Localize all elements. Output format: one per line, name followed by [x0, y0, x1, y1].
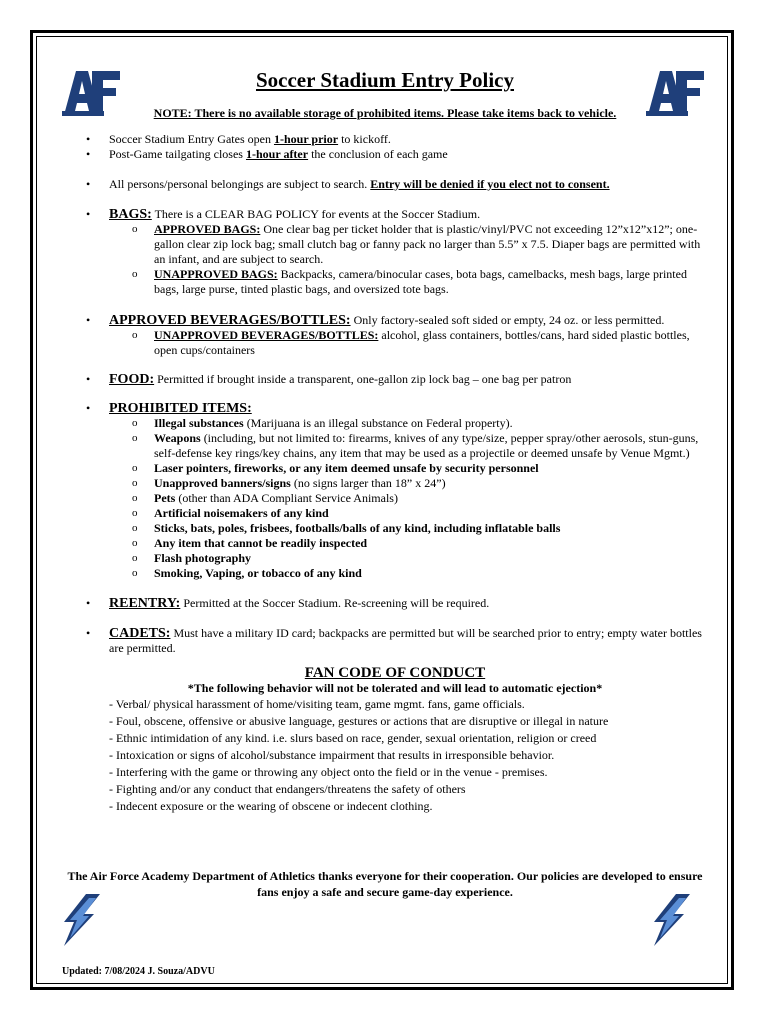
lightning-bolt-icon	[646, 892, 696, 948]
cadets-item: • CADETS: Must have a military ID card; backpacks are permitted but will be searched prior to entry; empty water bottles are permitted.	[82, 626, 708, 656]
list-item: o Weapons (including, but not limited to: firearms, knives of any type/size, pepper spray/other aerosols, stun-guns, self-defense key rings/key chains, any item that may be used as a projectile or deemed unsafe by Venue Mgmt.)	[82, 431, 708, 461]
list-item: - Interfering with the game or throwing any object onto the field or in the venue - premises.	[109, 765, 548, 779]
reentry-item: • REENTRY: Permitted at the Soccer Stadium. Re-screening will be required.	[82, 596, 708, 611]
updated-footer: Updated: 7/08/2024 J. Souza/ADVU	[62, 966, 215, 977]
approved-bags: o APPROVED BAGS: One clear bag per ticket holder that is plastic/vinyl/PVC not exceeding 12”x12”x12”; one-gallon clear zip lock bag; small clutch bag or fanny pack no larger than 5.5” x 7.5. Diaper bags are permitted with an infant, and are subject to search.	[82, 222, 708, 267]
list-item: o Artificial noisemakers of any kind	[82, 506, 708, 521]
unapproved-beverages: o UNAPPROVED BEVERAGES/BOTTLES: alcohol, glass containers, bottles/cans, hard sided plastic bottles, open cups/containers	[82, 328, 708, 358]
list-item: o Any item that cannot be readily inspected	[82, 536, 708, 551]
closing-statement: The Air Force Academy Department of Athletics thanks everyone for their cooperation. Our policies are developed to ensure fans enjoy a safe and secure game-day experience.	[67, 869, 703, 899]
list-item: - Verbal/ physical harassment of home/visiting team, game mgmt. fans, game officials.	[109, 697, 525, 711]
bags-item: • BAGS: There is a CLEAR BAG POLICY for events at the Soccer Stadium.	[82, 207, 708, 222]
beverages-item: • APPROVED BEVERAGES/BOTTLES: Only factory-sealed soft sided or empty, 24 oz. or less permitted.	[82, 313, 708, 328]
list-item: - Fighting and/or any conduct that endangers/threatens the safety of others	[109, 782, 466, 796]
policy-content	[82, 132, 708, 815]
list-item: o Sticks, bats, poles, frisbees, footballs/balls of any kind, including inflatable balls	[82, 521, 708, 536]
unapproved-bags: o UNAPPROVED BAGS: Backpacks, camera/binocular cases, bota bags, camelbacks, mesh bags, large printed bags, large purse, tinted plastic bags, and oversized tote bags.	[82, 267, 708, 297]
prohibited-list	[82, 416, 708, 581]
fan-code-list	[82, 696, 708, 815]
list-item: - Foul, obscene, offensive or abusive language, gestures or actions that are disruptive or illegal in nature	[109, 714, 609, 728]
list-item: - Intoxication or signs of alcohol/substance impairment that results in irresponsible behavior.	[109, 748, 555, 762]
tailgate-item: • Post-Game tailgating closes 1-hour after the conclusion of each game	[82, 147, 708, 162]
list-item: o Pets (other than ADA Compliant Service Animals)	[82, 491, 708, 506]
list-item: o Unapproved banners/signs (no signs larger than 18” x 24”)	[82, 476, 708, 491]
list-item: o Flash photography	[82, 551, 708, 566]
fan-code-subtitle: *The following behavior will not be tolerated and will lead to automatic ejection*	[187, 681, 603, 695]
storage-note: NOTE: There is no available storage of prohibited items. Please take items back to vehicle.	[153, 106, 617, 120]
list-item: o Smoking, Vaping, or tobacco of any kind	[82, 566, 708, 581]
list-item: o Laser pointers, fireworks, or any item deemed unsafe by security personnel	[82, 461, 708, 476]
search-item: • All persons/personal belongings are subject to search. Entry will be denied if you elect not to consent.	[82, 177, 708, 192]
lightning-bolt-icon	[56, 892, 106, 948]
prohibited-item: • PROHIBITED ITEMS:	[82, 401, 708, 416]
gates-item: • Soccer Stadium Entry Gates open 1-hour prior to kickoff.	[82, 132, 708, 147]
list-item: - Ethnic intimidation of any kind. i.e. slurs based on race, gender, sexual orientation, religion or creed	[109, 731, 597, 745]
food-item: • FOOD: Permitted if brought inside a transparent, one-gallon zip lock bag – one bag per patron	[82, 372, 708, 387]
list-item: o Illegal substances (Marijuana is an illegal substance on Federal property).	[82, 416, 708, 431]
page-title: Soccer Stadium Entry Policy	[255, 68, 514, 92]
fan-code-title: FAN CODE OF CONDUCT	[304, 665, 486, 681]
list-item: - Indecent exposure or the wearing of obscene or indecent clothing.	[109, 799, 433, 813]
